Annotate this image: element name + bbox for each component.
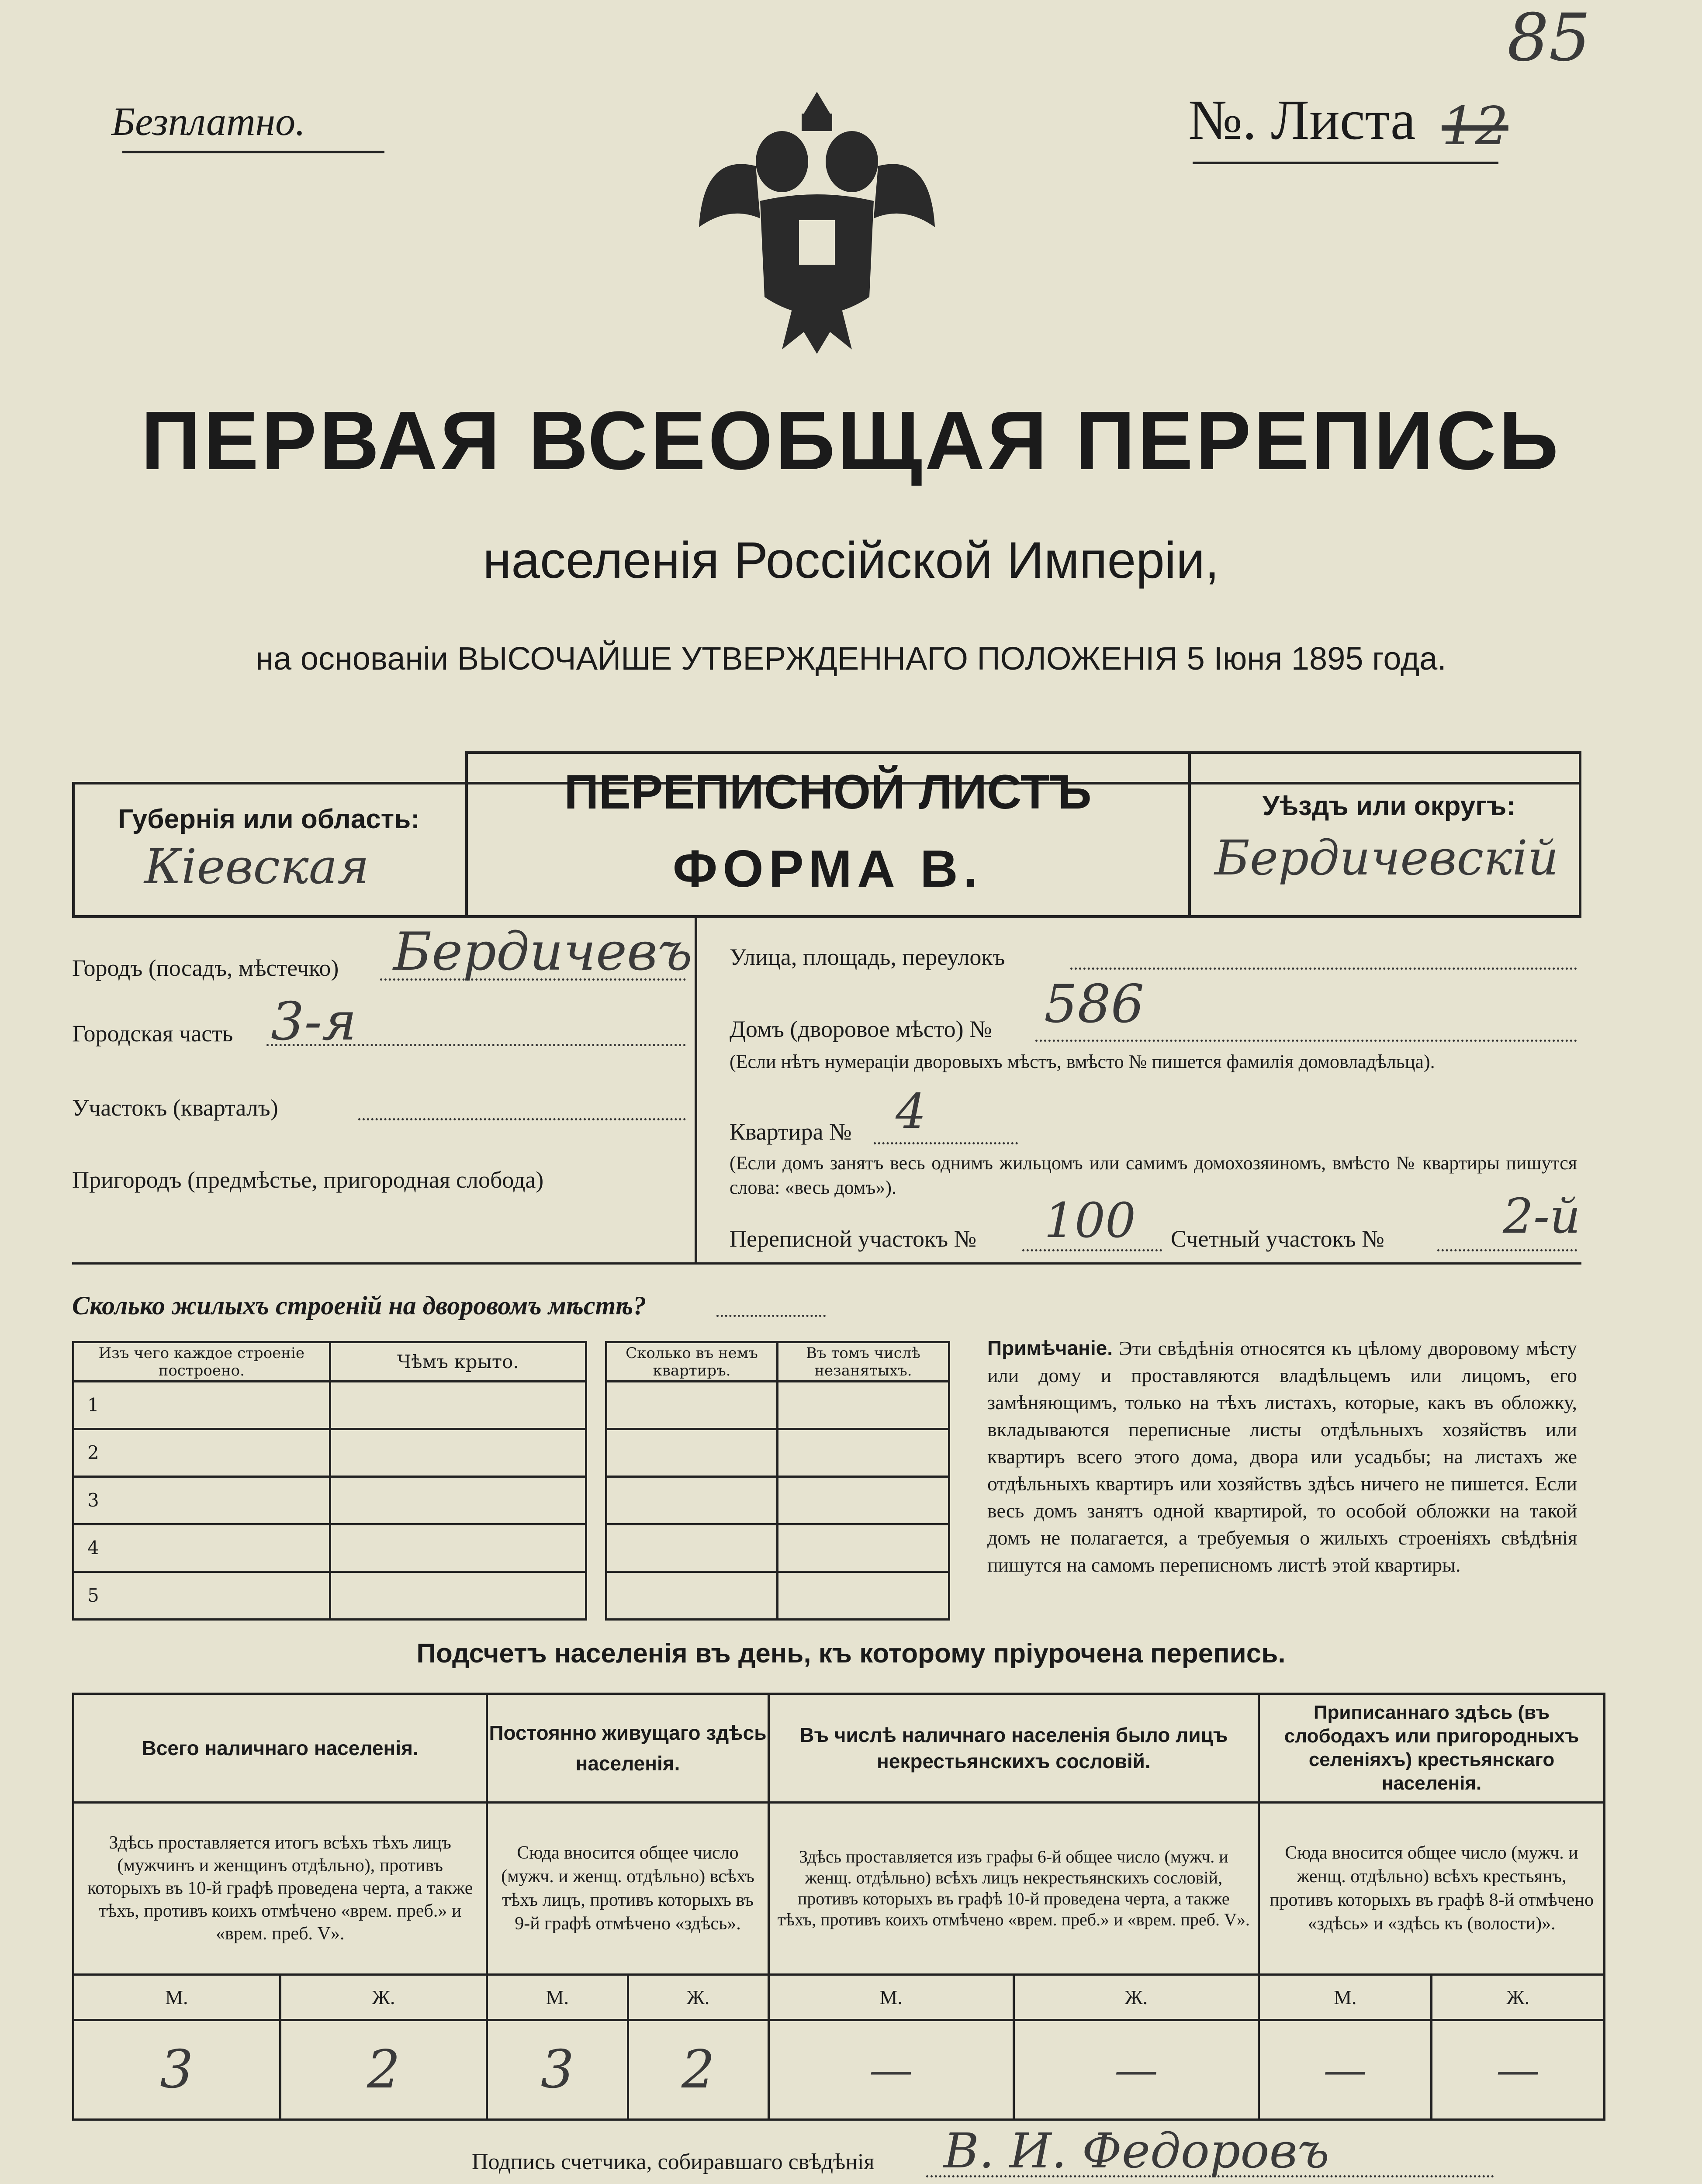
house-label: Домъ (дворовое мѣсто) № [730,1016,992,1042]
female-label: Ж. [1432,1975,1605,2020]
buildings-col-apartments: Сколько въ немъ квартиръ. [606,1342,778,1382]
apartment-label: Квартира № [730,1119,852,1145]
buildings-col-vacant: Въ томъ числѣ незанятыхъ. [777,1342,949,1382]
signature-label: Подпись счетчика, собиравшаго свѣдѣнія [472,2149,875,2174]
count-nonpeasant-male: — [768,2020,1014,2119]
street-line [1070,968,1577,970]
sheet-number-value: 12 [1442,96,1508,157]
count-title: Подсчетъ населенія въ день, къ которому пріурочена перепись. [416,1638,1286,1669]
note-title: Примѣчаніе. [987,1337,1113,1359]
city-part-line [266,1044,686,1046]
city-label: Городъ (посадъ, мѣстечко) [72,955,339,981]
apartment-value: 4 [896,1083,926,1139]
count-present-male: 3 [73,2020,280,2119]
count-district-label: Счетный участокъ № [1171,1226,1384,1252]
count-col-resident-desc: Сюда вносится общее число (мужч. и женщ. отдѣльно) всѣхъ тѣхъ лицъ, противъ которыхъ въ 9-й графѣ отмѣчено «здѣсь». [487,1802,768,1974]
basis-line: на основаніи ВЫСОЧАЙШЕ УТВЕРЖДЕННАГО ПОЛОЖЕНІЯ 5 Іюня 1895 года. [256,640,1446,677]
male-label: М. [1259,1975,1432,2020]
buildings-row-number: 5 [73,1572,330,1620]
form-type: ФОРМА В. [672,840,983,898]
form-name: ПЕРЕПИСНОЙ ЛИСТЪ [564,765,1092,819]
count-col-present-desc: Здѣсь проставляется итогъ всѣхъ тѣхъ лицъ (мужчинъ и женщинъ отдѣльно), противъ которыхъ въ 10-й графѣ проведена черта, а также тѣхъ, противъ коихъ отмѣчено «врем. преб.» и «врем. преб. V». [73,1802,487,1974]
buildings-line [716,1315,826,1317]
count-table [72,1693,1605,2121]
male-label: М. [768,1975,1014,2020]
count-peasant-male: — [1259,2020,1432,2119]
signature-line [926,2175,1494,2177]
census-district-value: 100 [1044,1192,1136,1248]
apartment-note: (Если домъ занятъ весь однимъ жильцомъ или самимъ домохозяиномъ, вмѣсто № квартиры пишутся слова: «весь домъ»). [730,1152,1577,1198]
free-label: Безплатно. [111,99,306,144]
buildings-row-number: 3 [73,1477,330,1524]
guberniya-label: Губернія или область: [118,804,420,834]
male-label: М. [73,1975,280,2020]
count-col-nonpeasant-desc: Здѣсь проставляется изъ графы 6-й общее число (мужч. и женщ. отдѣльно) всѣхъ лицъ некрестьянскихъ сословій, противъ которыхъ въ графѣ 10-й проведена черта, а также тѣхъ, противъ коихъ отмѣчено «врем. преб.» и «врем. преб. V». [768,1802,1259,1974]
free-underline [122,151,384,153]
count-nonpeasant-female: — [1014,2020,1259,2119]
sheet-underline [1193,162,1498,164]
count-peasant-female: — [1432,2020,1605,2119]
note-block [987,1334,1577,1579]
count-col-peasant-desc: Сюда вносится общее число (мужч. и женщ. отдѣльно) всѣхъ крестьянъ, противъ которыхъ въ графѣ 8-й отмѣчено «здѣсь» и «здѣсь къ (волости)». [1259,1802,1605,1974]
divider [72,1262,1581,1265]
street-label: Улица, площадь, переулокъ [730,944,1005,970]
count-col-nonpeasant-head: Въ числѣ наличнаго населенія было лицъ некрестьянскихъ сословій. [768,1694,1259,1803]
male-label: М. [487,1975,628,2020]
main-title: ПЕРВАЯ ВСЕОБЩАЯ ПЕРЕПИСЬ [141,394,1561,487]
city-line [380,978,686,981]
female-label: Ж. [1014,1975,1259,2020]
guberniya-value: Кіевская [144,839,370,895]
census-district-line [1022,1249,1162,1251]
prigorod-label: Пригородъ (предмѣстье, пригородная слобода) [72,1167,544,1193]
buildings-row-number: 1 [73,1382,330,1429]
city-part-label: Городская часть [72,1020,233,1047]
note-text: Эти свѣдѣнія относятся къ цѣлому дворовому мѣсту или дому и проставляются владѣльцемъ или лицомъ, его замѣняющимъ, только на тѣхъ листахъ, которые, какъ въ обложку, вкладываются переписные листы отдѣльныхъ хозяйствъ или квартиръ всего этого дома, двора или усадьбы; на листахъ же отдѣльныхъ квартиръ или хозяйствъ здѣсь ничего не пишется. Если весь домъ занятъ одной квартирой, то особой обложки на такой домъ не полагается, а требуемыя о жилыхъ строеніяхъ свѣдѣнія пишутся на самомъ переписномъ листѣ этой квартиры. [987,1337,1577,1576]
female-label: Ж. [628,1975,768,2020]
city-part-value: 3-я [271,992,357,1052]
divider [72,782,75,917]
uezd-label: Уѣздъ или округъ: [1263,791,1515,821]
census-district-label: Переписной участокъ № [730,1226,977,1252]
buildings-col-roof: Чѣмъ крыто. [330,1342,586,1382]
count-present-female: 2 [280,2020,487,2119]
count-district-value: 2-й [1503,1188,1581,1244]
city-value: Бердичевъ [393,922,692,982]
divider [1579,751,1581,917]
uchastok-line [358,1118,686,1120]
buildings-row-number: 4 [73,1524,330,1572]
count-col-resident-head: Постоянно живущаго здѣсь населенія. [487,1694,768,1803]
apartment-line [874,1142,1018,1144]
sheet-number-label: №. Листа [1188,89,1416,152]
house-line [1035,1040,1577,1042]
corner-number: 85 [1507,0,1591,76]
divider [72,915,1581,918]
uezd-value: Бердичевскій [1214,830,1559,886]
count-col-peasant-head: Приписаннаго здѣсь (въ слободахъ или пригородныхъ селеніяхъ) крестьянскаго населенія. [1259,1694,1605,1803]
count-col-present-head: Всего наличнаго населенія. [73,1694,487,1803]
buildings-col-material: Изъ чего каждое строеніе построено. [73,1342,330,1382]
subtitle: населенія Россійской Имперіи, [483,532,1219,589]
female-label: Ж. [280,1975,487,2020]
divider [465,751,1190,754]
double-headed-eagle-emblem [695,87,939,358]
signature-value: В. И. Федоровъ [944,2123,1329,2179]
divider [1188,751,1581,754]
house-note: (Если нѣтъ нумераціи дворовыхъ мѣстъ, вмѣсто № пишется фамилія домовладѣльца). [730,1051,1435,1072]
buildings-question: Сколько жилыхъ строеній на дворовомъ мѣстѣ? [72,1291,647,1320]
buildings-table [72,1341,950,1621]
count-district-line [1437,1249,1577,1251]
count-resident-female: 2 [628,2020,768,2119]
divider [695,917,697,1262]
count-resident-male: 3 [487,2020,628,2119]
house-value: 586 [1044,974,1145,1035]
buildings-row-number: 2 [73,1429,330,1477]
uchastok-label: Участокъ (кварталъ) [72,1095,278,1121]
